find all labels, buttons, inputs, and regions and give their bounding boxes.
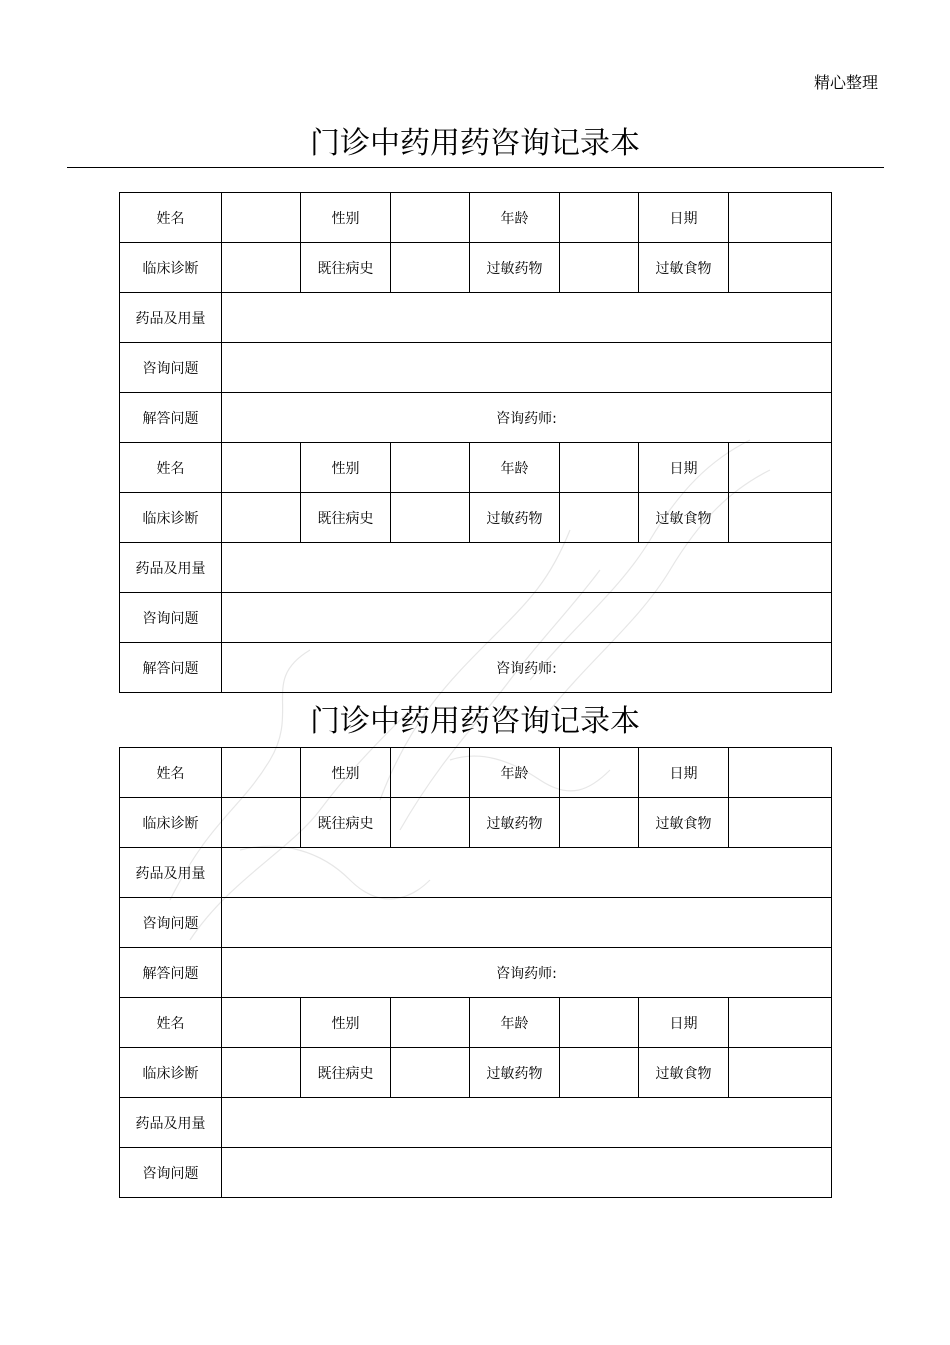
allergy-drug-label: 过敏药物 [470, 1048, 560, 1098]
allergy-drug-field[interactable] [560, 493, 639, 543]
consultation-form-2 [119, 747, 832, 1198]
medicine-label: 药品及用量 [120, 293, 222, 343]
medicine-field[interactable] [222, 293, 832, 343]
medicine-field[interactable] [222, 848, 832, 898]
question-field[interactable] [222, 1148, 832, 1198]
age-label: 年龄 [470, 193, 560, 243]
diagnosis-field[interactable] [222, 798, 301, 848]
table-row [120, 1098, 832, 1148]
medicine-label: 药品及用量 [120, 848, 222, 898]
allergy-food-field[interactable] [729, 493, 832, 543]
table-row [120, 243, 832, 293]
name-label: 姓名 [120, 748, 222, 798]
medicine-label: 药品及用量 [120, 1098, 222, 1148]
allergy-food-label: 过敏食物 [639, 798, 729, 848]
history-field[interactable] [391, 798, 470, 848]
date-label: 日期 [639, 748, 729, 798]
table-row [120, 343, 832, 393]
history-field[interactable] [391, 243, 470, 293]
allergy-drug-label: 过敏药物 [470, 243, 560, 293]
date-field[interactable] [729, 998, 832, 1048]
table-row [120, 443, 832, 493]
allergy-food-label: 过敏食物 [639, 493, 729, 543]
history-label: 既往病史 [301, 1048, 391, 1098]
date-label: 日期 [639, 998, 729, 1048]
page-title-2: 门诊中药用药咨询记录本 [310, 704, 640, 739]
pharmacist-label: 咨询药师: [496, 965, 557, 982]
answer-field[interactable] [222, 643, 832, 693]
diagnosis-label: 临床诊断 [120, 1048, 222, 1098]
pharmacist-label: 咨询药师: [496, 410, 557, 427]
name-field[interactable] [222, 998, 301, 1048]
diagnosis-field[interactable] [222, 1048, 301, 1098]
history-label: 既往病史 [301, 798, 391, 848]
question-field[interactable] [222, 593, 832, 643]
answer-label: 解答问题 [120, 948, 222, 998]
age-field[interactable] [560, 998, 639, 1048]
table-row [120, 848, 832, 898]
medicine-field[interactable] [222, 543, 832, 593]
age-label: 年龄 [470, 748, 560, 798]
name-label: 姓名 [120, 998, 222, 1048]
name-label: 姓名 [120, 193, 222, 243]
diagnosis-field[interactable] [222, 243, 301, 293]
allergy-drug-field[interactable] [560, 798, 639, 848]
history-field[interactable] [391, 1048, 470, 1098]
allergy-drug-field[interactable] [560, 1048, 639, 1098]
date-field[interactable] [729, 748, 832, 798]
question-label: 咨询问题 [120, 343, 222, 393]
name-field[interactable] [222, 748, 301, 798]
gender-field[interactable] [391, 998, 470, 1048]
gender-field[interactable] [391, 193, 470, 243]
gender-label: 性别 [301, 443, 391, 493]
name-label: 姓名 [120, 443, 222, 493]
allergy-food-field[interactable] [729, 1048, 832, 1098]
table-row [120, 543, 832, 593]
table-row [120, 643, 832, 693]
name-field[interactable] [222, 193, 301, 243]
age-label: 年龄 [470, 443, 560, 493]
table-row [120, 748, 832, 798]
gender-label: 性别 [301, 998, 391, 1048]
table-row [120, 293, 832, 343]
history-field[interactable] [391, 493, 470, 543]
age-label: 年龄 [470, 998, 560, 1048]
table-row [120, 193, 832, 243]
table-row [120, 948, 832, 998]
question-label: 咨询问题 [120, 593, 222, 643]
history-label: 既往病史 [301, 243, 391, 293]
age-field[interactable] [560, 193, 639, 243]
answer-label: 解答问题 [120, 393, 222, 443]
gender-field[interactable] [391, 748, 470, 798]
table-row [120, 898, 832, 948]
question-label: 咨询问题 [120, 898, 222, 948]
table-row [120, 393, 832, 443]
table-row [120, 798, 832, 848]
question-label: 咨询问题 [120, 1148, 222, 1198]
diagnosis-label: 临床诊断 [120, 243, 222, 293]
gender-label: 性别 [301, 193, 391, 243]
medicine-label: 药品及用量 [120, 543, 222, 593]
diagnosis-field[interactable] [222, 493, 301, 543]
table-row [120, 998, 832, 1048]
header-note: 精心整理 [813, 73, 878, 92]
allergy-drug-label: 过敏药物 [470, 493, 560, 543]
diagnosis-label: 临床诊断 [120, 798, 222, 848]
date-field[interactable] [729, 443, 832, 493]
consultation-form-1 [119, 192, 832, 693]
date-label: 日期 [639, 193, 729, 243]
table-row [120, 1048, 832, 1098]
question-field[interactable] [222, 343, 832, 393]
allergy-food-field[interactable] [729, 243, 832, 293]
gender-field[interactable] [391, 443, 470, 493]
table-row [120, 493, 832, 543]
question-field[interactable] [222, 898, 832, 948]
title-divider [67, 167, 884, 168]
allergy-drug-field[interactable] [560, 243, 639, 293]
table-row [120, 1148, 832, 1198]
age-field[interactable] [560, 443, 639, 493]
allergy-food-field[interactable] [729, 798, 832, 848]
page-title: 门诊中药用药咨询记录本 [310, 126, 640, 161]
gender-label: 性别 [301, 748, 391, 798]
table-row [120, 593, 832, 643]
history-label: 既往病史 [301, 493, 391, 543]
medicine-field[interactable] [222, 1098, 832, 1148]
date-label: 日期 [639, 443, 729, 493]
allergy-food-label: 过敏食物 [639, 243, 729, 293]
name-field[interactable] [222, 443, 301, 493]
answer-field[interactable] [222, 393, 832, 443]
diagnosis-label: 临床诊断 [120, 493, 222, 543]
answer-label: 解答问题 [120, 643, 222, 693]
date-field[interactable] [729, 193, 832, 243]
pharmacist-label: 咨询药师: [496, 660, 557, 677]
age-field[interactable] [560, 748, 639, 798]
allergy-drug-label: 过敏药物 [470, 798, 560, 848]
allergy-food-label: 过敏食物 [639, 1048, 729, 1098]
answer-field[interactable] [222, 948, 832, 998]
